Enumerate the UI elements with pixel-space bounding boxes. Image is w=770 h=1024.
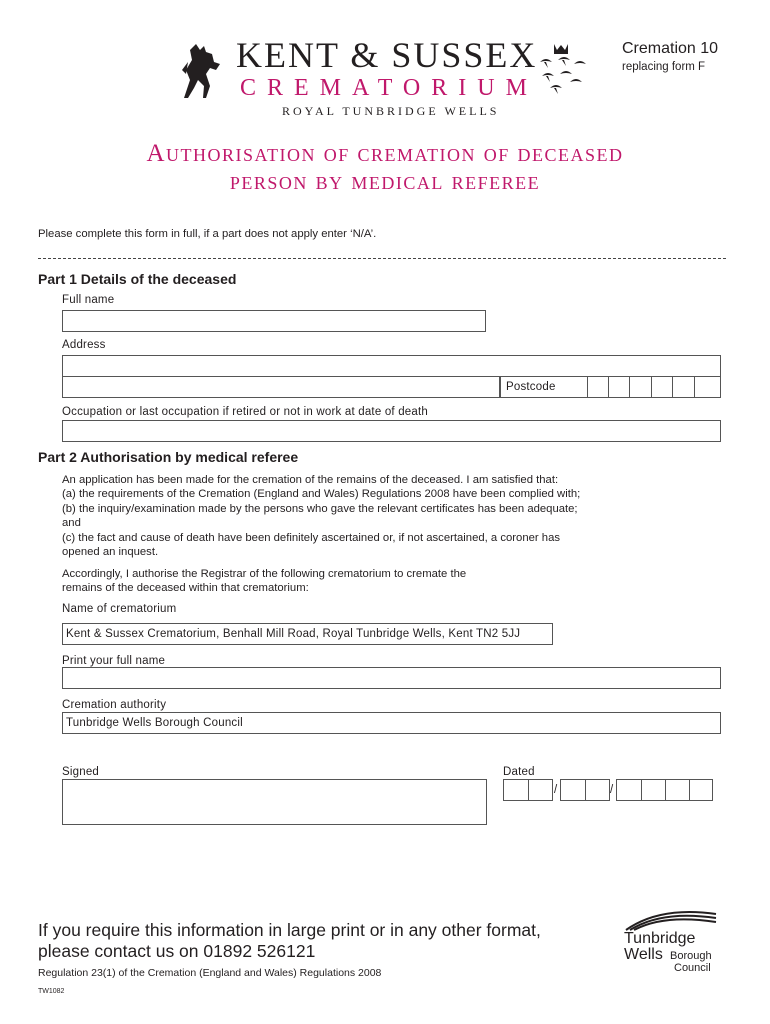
postcode-cell[interactable] bbox=[629, 377, 650, 397]
address-line2-field[interactable] bbox=[62, 376, 500, 398]
full-name-label: Full name bbox=[62, 294, 115, 306]
postcode-cell[interactable] bbox=[608, 377, 629, 397]
authority-value: Tunbridge Wells Borough Council bbox=[66, 717, 243, 729]
date-cell[interactable] bbox=[689, 780, 710, 800]
large-print-notice-line2: please contact us on 01892 526121 bbox=[38, 941, 316, 961]
authority-label: Cremation authority bbox=[62, 699, 167, 711]
authorise-line: Accordingly, I authorise the Registrar of the following crematorium to cremate the bbox=[62, 568, 467, 580]
date-cell[interactable] bbox=[665, 780, 686, 800]
crown-birds-emblem-icon bbox=[536, 42, 586, 100]
postcode-cell[interactable] bbox=[694, 377, 715, 397]
date-separator: / bbox=[554, 784, 558, 796]
council-logo bbox=[620, 908, 730, 978]
crematorium-field[interactable] bbox=[62, 623, 553, 645]
council-swoosh-icon bbox=[620, 908, 730, 932]
form-title-line2: person by medical referee bbox=[229, 168, 541, 195]
authorise-line: remains of the deceased within that crematorium: bbox=[62, 582, 309, 594]
crematorium-value: Kent & Sussex Crematorium, Benhall Mill Road, Royal Tunbridge Wells, Kent TN2 5JJ bbox=[66, 628, 521, 640]
date-cell[interactable] bbox=[585, 780, 606, 800]
occupation-label: Occupation or last occupation if retired or not in work at date of death bbox=[62, 406, 428, 418]
form-code: Cremation 10 bbox=[622, 40, 719, 57]
statement-line: (a) the requirements of the Cremation (England and Wales) Regulations 2008 have been complied with; bbox=[62, 488, 581, 500]
full-name-field[interactable] bbox=[62, 310, 486, 332]
form-title-line1: Authorisation of cremation of deceased bbox=[146, 140, 624, 167]
statement-line: (c) the fact and cause of death have been definitely ascertained or, if not ascertained, a coroner has bbox=[62, 532, 561, 544]
signature-field[interactable] bbox=[62, 779, 487, 825]
postcode-cell[interactable] bbox=[672, 377, 693, 397]
part1-heading: Part 1 Details of the deceased bbox=[38, 271, 237, 287]
brand-location: ROYAL TUNBRIDGE WELLS bbox=[282, 104, 500, 118]
date-month-box[interactable] bbox=[560, 779, 610, 801]
council-name-line3: Borough bbox=[670, 950, 712, 962]
horse-logo-icon bbox=[176, 40, 226, 102]
date-separator: / bbox=[610, 784, 614, 796]
authority-field[interactable] bbox=[62, 712, 721, 734]
signed-label: Signed bbox=[62, 766, 100, 778]
date-cell[interactable] bbox=[641, 780, 662, 800]
brand-crematorium: CREMATORIUM bbox=[240, 75, 538, 101]
print-name-field[interactable] bbox=[62, 667, 721, 689]
statement-line: opened an inquest. bbox=[62, 546, 159, 558]
postcode-cell[interactable] bbox=[587, 377, 608, 397]
date-day-box[interactable] bbox=[503, 779, 553, 801]
instructions: Please complete this form in full, if a part does not apply enter ‘N/A’. bbox=[38, 228, 377, 240]
large-print-notice-line1: If you require this information in large print or in any other format, bbox=[38, 920, 541, 940]
statement-line: and bbox=[62, 517, 81, 529]
council-name-line1: Tunbridge bbox=[624, 930, 696, 947]
dated-label: Dated bbox=[503, 766, 535, 778]
postcode-box[interactable] bbox=[500, 376, 721, 398]
form-replacing: replacing form F bbox=[622, 61, 706, 73]
postcode-label: Postcode bbox=[506, 381, 556, 393]
brand-name: KENT & SUSSEX bbox=[236, 35, 538, 75]
divider bbox=[38, 258, 726, 259]
address-label: Address bbox=[62, 339, 106, 351]
statement-line: An application has been made for the cremation of the remains of the deceased. I am satisfied that: bbox=[62, 474, 559, 486]
regulation-reference: Regulation 23(1) of the Cremation (England and Wales) Regulations 2008 bbox=[38, 967, 382, 979]
date-cell[interactable] bbox=[528, 780, 549, 800]
print-name-label: Print your full name bbox=[62, 655, 166, 667]
form-reference: TW1082 bbox=[38, 988, 65, 995]
address-line1-field[interactable] bbox=[62, 355, 721, 377]
crematorium-label: Name of crematorium bbox=[62, 603, 177, 615]
part2-heading: Part 2 Authorisation by medical referee bbox=[38, 449, 299, 465]
statement-line: (b) the inquiry/examination made by the persons who gave the relevant certificates has been adequate; bbox=[62, 503, 578, 515]
date-field[interactable] bbox=[503, 779, 713, 801]
council-name-line2: Wells bbox=[624, 946, 663, 963]
occupation-field[interactable] bbox=[62, 420, 721, 442]
council-name-line4: Council bbox=[674, 962, 711, 974]
date-year-box[interactable] bbox=[616, 779, 713, 801]
postcode-cell[interactable] bbox=[651, 377, 672, 397]
